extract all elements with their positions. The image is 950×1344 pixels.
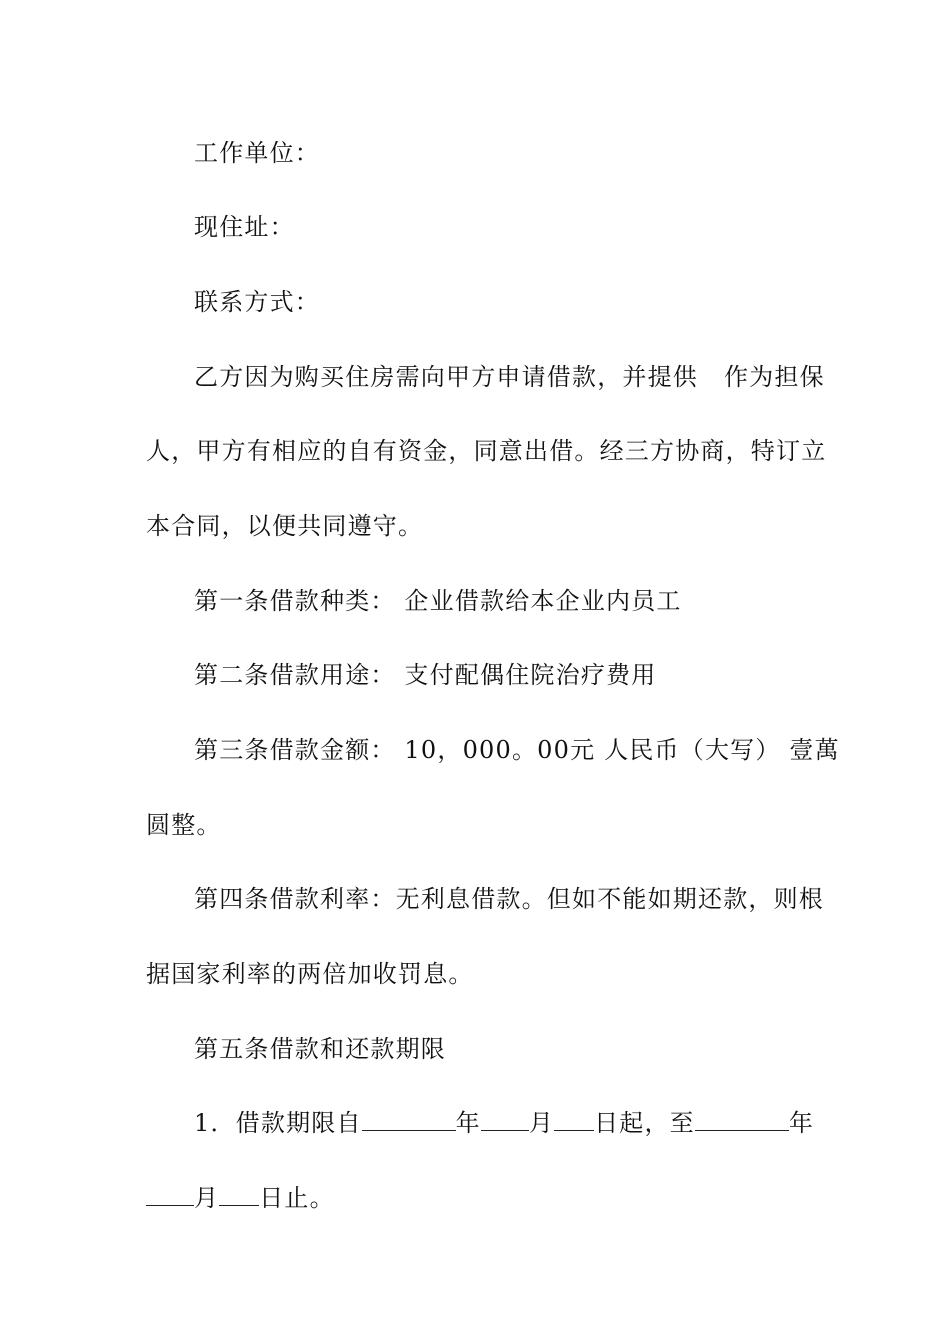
contact-line: 联系方式： [194, 288, 320, 316]
intro-text-b: 作为担保 [724, 363, 825, 391]
article-3-line-2: 圆整。 [146, 811, 222, 839]
end-day-blank[interactable] [219, 1183, 259, 1206]
term-prefix: 1．借款期限自 [194, 1109, 362, 1137]
term-day-end-label: 日止。 [259, 1184, 335, 1212]
article-5-heading: 第五条借款和还款期限 [194, 1035, 446, 1063]
intro-line-1 [194, 362, 825, 392]
article-4-line-2: 据国家利率的两倍加收罚息。 [146, 960, 474, 988]
term-day-from-label: 日起，至 [594, 1109, 695, 1137]
article-4-line-1: 第四条借款利率：无利息借款。但如不能如期还款，则根 [194, 885, 824, 913]
intro-line-2: 人，甲方有相应的自有资金，同意出借。经三方协商，特订立 [146, 437, 827, 465]
end-year-blank[interactable] [695, 1108, 789, 1131]
article-3-line-1: 第三条借款金额： 10，000。00元 人民币（大写） 壹萬 [194, 736, 840, 764]
term-month2-label: 月 [194, 1184, 220, 1212]
term-line-2 [146, 1183, 806, 1213]
start-day-blank[interactable] [554, 1108, 594, 1131]
intro-line-3: 本合同，以便共同遵守。 [146, 512, 424, 540]
article-2: 第二条借款用途： 支付配偶住院治疗费用 [194, 661, 657, 689]
start-month-blank[interactable] [481, 1108, 529, 1131]
term-year2-label: 年 [788, 1109, 815, 1137]
term-line-1 [194, 1108, 815, 1138]
work-unit-line: 工作单位： [194, 139, 320, 167]
start-year-blank[interactable] [362, 1108, 456, 1131]
end-month-blank[interactable] [146, 1183, 194, 1206]
term-month-label: 月 [528, 1109, 555, 1137]
article-1: 第一条借款种类： 企业借款给本企业内员工 [194, 587, 682, 615]
intro-text-a: 乙方因为购买住房需向甲方申请借款，并提供 [194, 363, 698, 391]
address-line: 现住址： [194, 213, 295, 241]
term-year-label: 年 [455, 1109, 481, 1137]
